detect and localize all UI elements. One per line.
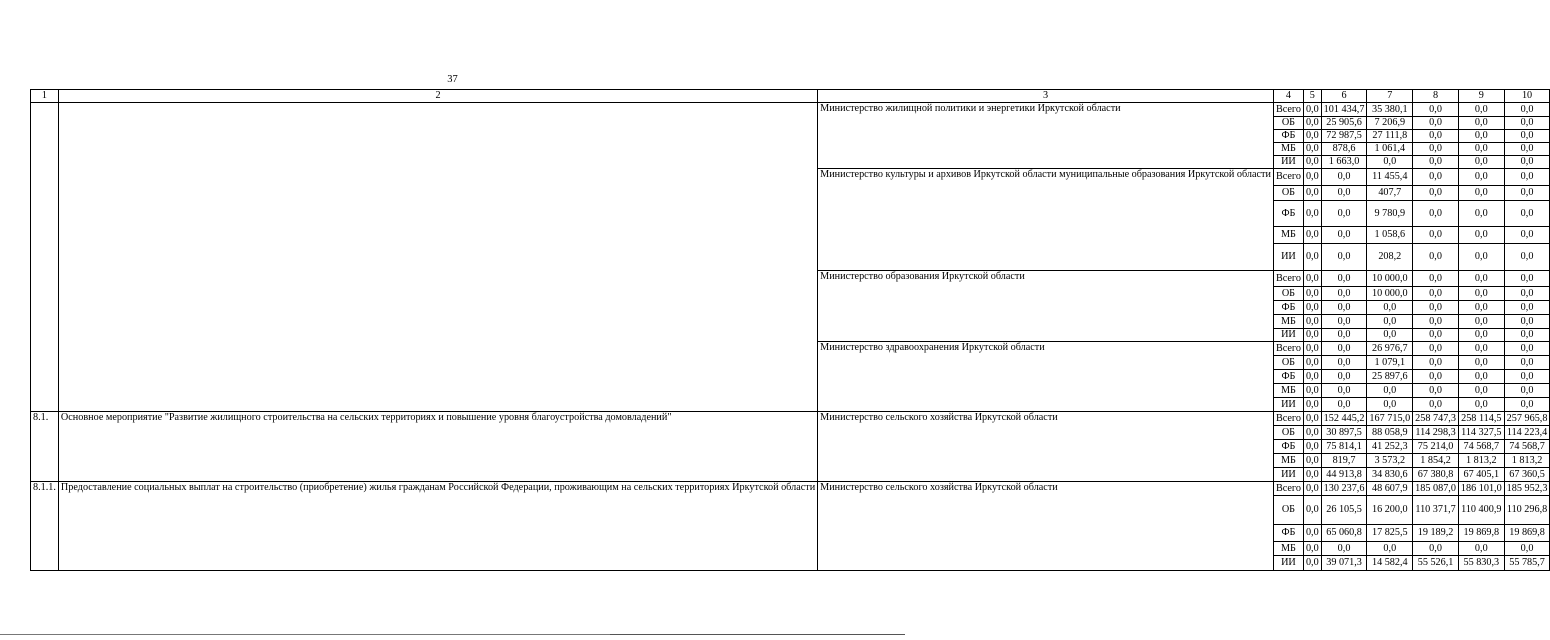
- fund-source-cell: МБ: [1273, 542, 1303, 556]
- fund-source-cell: ОБ: [1273, 287, 1303, 301]
- fund-source-cell: ФБ: [1273, 370, 1303, 384]
- value-cell: 55 785,7: [1504, 556, 1550, 571]
- value-cell: 35 380,1: [1367, 103, 1413, 117]
- fund-source-cell: ОБ: [1273, 426, 1303, 440]
- measure-cell: [58, 103, 817, 412]
- table-body: [31, 90, 1550, 571]
- value-cell: 0,0: [1504, 117, 1550, 130]
- value-cell: 110 400,9: [1458, 496, 1504, 525]
- value-cell: 0,0: [1504, 227, 1550, 244]
- value-cell: 0,0: [1321, 186, 1367, 201]
- value-cell: 0,0: [1458, 244, 1504, 271]
- value-cell: 0,0: [1303, 496, 1321, 525]
- value-cell: 72 987,5: [1321, 130, 1367, 143]
- fund-source-cell: ФБ: [1273, 440, 1303, 454]
- value-cell: 75 214,0: [1413, 440, 1459, 454]
- value-cell: 0,0: [1413, 287, 1459, 301]
- value-cell: 185 087,0: [1413, 482, 1459, 496]
- value-cell: 1 813,2: [1458, 454, 1504, 468]
- value-cell: 0,0: [1321, 315, 1367, 329]
- fund-source-cell: Всего: [1273, 169, 1303, 186]
- value-cell: 819,7: [1321, 454, 1367, 468]
- budget-table: [30, 89, 1550, 571]
- value-cell: 407,7: [1367, 186, 1413, 201]
- value-cell: 0,0: [1321, 169, 1367, 186]
- value-cell: 0,0: [1458, 356, 1504, 370]
- value-cell: 34 830,6: [1367, 468, 1413, 482]
- value-cell: 0,0: [1504, 156, 1550, 169]
- value-cell: 0,0: [1413, 186, 1459, 201]
- value-cell: 0,0: [1303, 227, 1321, 244]
- value-cell: 0,0: [1303, 169, 1321, 186]
- value-cell: 10 000,0: [1367, 271, 1413, 287]
- value-cell: 1 663,0: [1321, 156, 1367, 169]
- code-cell: 8.1.1.: [31, 482, 59, 571]
- value-cell: 0,0: [1504, 271, 1550, 287]
- value-cell: 0,0: [1303, 525, 1321, 542]
- value-cell: 0,0: [1303, 468, 1321, 482]
- value-cell: 0,0: [1504, 301, 1550, 315]
- value-cell: 26 105,5: [1321, 496, 1367, 525]
- value-cell: 1 854,2: [1413, 454, 1459, 468]
- value-cell: 878,6: [1321, 143, 1367, 156]
- value-cell: 27 111,8: [1367, 130, 1413, 143]
- value-cell: 0,0: [1367, 384, 1413, 398]
- value-cell: 0,0: [1303, 130, 1321, 143]
- value-cell: 0,0: [1458, 117, 1504, 130]
- fund-source-cell: ОБ: [1273, 117, 1303, 130]
- value-cell: 0,0: [1413, 329, 1459, 342]
- value-cell: 0,0: [1321, 398, 1367, 412]
- value-cell: 55 830,3: [1458, 556, 1504, 571]
- measure-cell: Предоставление социальных выплат на строительство (приобретение) жилья гражданам Российской Федерации, проживающим на сельских территориях Иркутской области: [58, 482, 817, 571]
- value-cell: 114 223,4: [1504, 426, 1550, 440]
- value-cell: 17 825,5: [1367, 525, 1413, 542]
- value-cell: 130 237,6: [1321, 482, 1367, 496]
- value-cell: 0,0: [1413, 201, 1459, 227]
- value-cell: 0,0: [1303, 329, 1321, 342]
- header-cell: 10: [1504, 90, 1550, 103]
- value-cell: 0,0: [1458, 130, 1504, 143]
- value-cell: 48 607,9: [1367, 482, 1413, 496]
- value-cell: 0,0: [1303, 117, 1321, 130]
- value-cell: 167 715,0: [1367, 412, 1413, 426]
- value-cell: 19 869,8: [1458, 525, 1504, 542]
- measure-cell: Основное мероприятие "Развитие жилищного строительства на сельских территориях и повышение уровня благоустройства домовладений": [58, 412, 817, 482]
- value-cell: 0,0: [1303, 426, 1321, 440]
- value-cell: 0,0: [1458, 186, 1504, 201]
- value-cell: 258 114,5: [1458, 412, 1504, 426]
- code-cell: [31, 103, 59, 412]
- value-cell: 0,0: [1303, 356, 1321, 370]
- value-cell: 0,0: [1413, 117, 1459, 130]
- value-cell: 0,0: [1413, 227, 1459, 244]
- value-cell: 30 897,5: [1321, 426, 1367, 440]
- value-cell: 0,0: [1367, 398, 1413, 412]
- header-cell: 7: [1367, 90, 1413, 103]
- header-cell: 8: [1413, 90, 1459, 103]
- fund-source-cell: Всего: [1273, 412, 1303, 426]
- value-cell: 25 897,6: [1367, 370, 1413, 384]
- code-cell: 8.1.: [31, 412, 59, 482]
- value-cell: 3 573,2: [1367, 454, 1413, 468]
- value-cell: 0,0: [1504, 201, 1550, 227]
- value-cell: 0,0: [1504, 329, 1550, 342]
- org-cell: Министерство жилищной политики и энергетики Иркутской области: [818, 103, 1274, 169]
- table-row: [31, 412, 1550, 426]
- value-cell: 1 813,2: [1504, 454, 1550, 468]
- header-cell: 5: [1303, 90, 1321, 103]
- org-cell: Министерство сельского хозяйства Иркутской области: [818, 412, 1274, 482]
- value-cell: 41 252,3: [1367, 440, 1413, 454]
- value-cell: 0,0: [1504, 244, 1550, 271]
- value-cell: 0,0: [1321, 384, 1367, 398]
- value-cell: 0,0: [1458, 287, 1504, 301]
- value-cell: 0,0: [1458, 329, 1504, 342]
- value-cell: 7 206,9: [1367, 117, 1413, 130]
- value-cell: 0,0: [1413, 143, 1459, 156]
- value-cell: 0,0: [1303, 156, 1321, 169]
- fund-source-cell: ИИ: [1273, 556, 1303, 571]
- value-cell: 0,0: [1413, 244, 1459, 271]
- header-cell: 6: [1321, 90, 1367, 103]
- value-cell: 55 526,1: [1413, 556, 1459, 571]
- value-cell: 0,0: [1458, 542, 1504, 556]
- value-cell: 0,0: [1303, 201, 1321, 227]
- fund-source-cell: ФБ: [1273, 525, 1303, 542]
- value-cell: 0,0: [1504, 315, 1550, 329]
- fund-source-cell: ФБ: [1273, 201, 1303, 227]
- value-cell: 0,0: [1413, 169, 1459, 186]
- value-cell: 44 913,8: [1321, 468, 1367, 482]
- value-cell: 74 568,7: [1504, 440, 1550, 454]
- fund-source-cell: ИИ: [1273, 398, 1303, 412]
- fund-source-cell: ИИ: [1273, 156, 1303, 169]
- value-cell: 1 061,4: [1367, 143, 1413, 156]
- value-cell: 0,0: [1367, 329, 1413, 342]
- value-cell: 185 952,3: [1504, 482, 1550, 496]
- value-cell: 0,0: [1458, 342, 1504, 356]
- value-cell: 0,0: [1321, 271, 1367, 287]
- fund-source-cell: МБ: [1273, 315, 1303, 329]
- value-cell: 0,0: [1367, 156, 1413, 169]
- value-cell: 152 445,2: [1321, 412, 1367, 426]
- value-cell: 0,0: [1458, 370, 1504, 384]
- value-cell: 0,0: [1321, 542, 1367, 556]
- value-cell: 0,0: [1413, 384, 1459, 398]
- value-cell: 0,0: [1458, 156, 1504, 169]
- value-cell: 0,0: [1303, 287, 1321, 301]
- value-cell: 1 058,6: [1367, 227, 1413, 244]
- fund-source-cell: МБ: [1273, 454, 1303, 468]
- value-cell: 0,0: [1413, 315, 1459, 329]
- value-cell: 0,0: [1303, 412, 1321, 426]
- value-cell: 88 058,9: [1367, 426, 1413, 440]
- header-cell: 4: [1273, 90, 1303, 103]
- value-cell: 0,0: [1458, 301, 1504, 315]
- value-cell: 0,0: [1504, 130, 1550, 143]
- value-cell: 75 814,1: [1321, 440, 1367, 454]
- value-cell: 0,0: [1367, 301, 1413, 315]
- fund-source-cell: ОБ: [1273, 496, 1303, 525]
- value-cell: 0,0: [1303, 454, 1321, 468]
- value-cell: 0,0: [1321, 342, 1367, 356]
- value-cell: 0,0: [1504, 143, 1550, 156]
- value-cell: 0,0: [1458, 169, 1504, 186]
- org-cell: Министерство здравоохранения Иркутской области: [818, 342, 1274, 412]
- fund-source-cell: Всего: [1273, 342, 1303, 356]
- value-cell: 0,0: [1504, 342, 1550, 356]
- value-cell: 114 327,5: [1458, 426, 1504, 440]
- value-cell: 0,0: [1458, 398, 1504, 412]
- org-cell: Министерство сельского хозяйства Иркутской области: [818, 482, 1274, 571]
- value-cell: 26 976,7: [1367, 342, 1413, 356]
- fund-source-cell: Всего: [1273, 271, 1303, 287]
- value-cell: 0,0: [1504, 103, 1550, 117]
- value-cell: 16 200,0: [1367, 496, 1413, 525]
- value-cell: 14 582,4: [1367, 556, 1413, 571]
- value-cell: 0,0: [1303, 482, 1321, 496]
- fund-source-cell: ИИ: [1273, 468, 1303, 482]
- value-cell: 0,0: [1458, 315, 1504, 329]
- fund-source-cell: Всего: [1273, 103, 1303, 117]
- value-cell: 0,0: [1504, 186, 1550, 201]
- value-cell: 67 405,1: [1458, 468, 1504, 482]
- fund-source-cell: ИИ: [1273, 329, 1303, 342]
- value-cell: 0,0: [1303, 244, 1321, 271]
- value-cell: 19 189,2: [1413, 525, 1459, 542]
- org-cell: Министерство образования Иркутской области: [818, 271, 1274, 342]
- bottom-line: [610, 634, 905, 635]
- value-cell: 0,0: [1458, 143, 1504, 156]
- fund-source-cell: Всего: [1273, 482, 1303, 496]
- table-row: [31, 103, 1550, 117]
- value-cell: 0,0: [1504, 370, 1550, 384]
- value-cell: 0,0: [1303, 370, 1321, 384]
- value-cell: 0,0: [1321, 301, 1367, 315]
- value-cell: 0,0: [1413, 156, 1459, 169]
- value-cell: 0,0: [1303, 186, 1321, 201]
- value-cell: 110 371,7: [1413, 496, 1459, 525]
- value-cell: 19 869,8: [1504, 525, 1550, 542]
- fund-source-cell: ФБ: [1273, 301, 1303, 315]
- value-cell: 0,0: [1303, 542, 1321, 556]
- fund-source-cell: ОБ: [1273, 356, 1303, 370]
- fund-source-cell: ОБ: [1273, 186, 1303, 201]
- value-cell: 0,0: [1303, 315, 1321, 329]
- value-cell: 0,0: [1303, 143, 1321, 156]
- value-cell: 0,0: [1504, 287, 1550, 301]
- value-cell: 186 101,0: [1458, 482, 1504, 496]
- value-cell: 74 568,7: [1458, 440, 1504, 454]
- value-cell: 39 071,3: [1321, 556, 1367, 571]
- value-cell: 0,0: [1504, 398, 1550, 412]
- header-row: [31, 90, 1550, 103]
- value-cell: 0,0: [1321, 244, 1367, 271]
- value-cell: 0,0: [1458, 271, 1504, 287]
- fund-source-cell: МБ: [1273, 384, 1303, 398]
- value-cell: 114 298,3: [1413, 426, 1459, 440]
- value-cell: 101 434,7: [1321, 103, 1367, 117]
- header-cell: 2: [58, 90, 817, 103]
- value-cell: 0,0: [1303, 342, 1321, 356]
- header-cell: 1: [31, 90, 59, 103]
- org-cell: Министерство культуры и архивов Иркутской области муниципальные образования Иркутской области: [818, 169, 1274, 271]
- value-cell: 0,0: [1413, 370, 1459, 384]
- value-cell: 0,0: [1458, 227, 1504, 244]
- value-cell: 0,0: [1303, 556, 1321, 571]
- value-cell: 0,0: [1303, 301, 1321, 315]
- value-cell: 25 905,6: [1321, 117, 1367, 130]
- value-cell: 0,0: [1367, 315, 1413, 329]
- value-cell: 0,0: [1458, 103, 1504, 117]
- header-cell: 9: [1458, 90, 1504, 103]
- value-cell: 67 360,5: [1504, 468, 1550, 482]
- value-cell: 257 965,8: [1504, 412, 1550, 426]
- fund-source-cell: МБ: [1273, 227, 1303, 244]
- value-cell: 0,0: [1413, 398, 1459, 412]
- value-cell: 65 060,8: [1321, 525, 1367, 542]
- value-cell: 0,0: [1413, 103, 1459, 117]
- value-cell: 0,0: [1321, 201, 1367, 227]
- fund-source-cell: ФБ: [1273, 130, 1303, 143]
- value-cell: 0,0: [1303, 384, 1321, 398]
- value-cell: 0,0: [1458, 384, 1504, 398]
- value-cell: 0,0: [1321, 287, 1367, 301]
- value-cell: 0,0: [1413, 356, 1459, 370]
- value-cell: 0,0: [1303, 398, 1321, 412]
- value-cell: 0,0: [1321, 227, 1367, 244]
- value-cell: 0,0: [1303, 271, 1321, 287]
- value-cell: 0,0: [1504, 384, 1550, 398]
- value-cell: 67 380,8: [1413, 468, 1459, 482]
- value-cell: 0,0: [1303, 103, 1321, 117]
- value-cell: 9 780,9: [1367, 201, 1413, 227]
- value-cell: 0,0: [1413, 301, 1459, 315]
- table-row: [31, 482, 1550, 496]
- value-cell: 0,0: [1504, 542, 1550, 556]
- value-cell: 0,0: [1367, 542, 1413, 556]
- value-cell: 1 079,1: [1367, 356, 1413, 370]
- page-number: 37: [447, 74, 458, 85]
- fund-source-cell: ИИ: [1273, 244, 1303, 271]
- value-cell: 0,0: [1413, 342, 1459, 356]
- value-cell: 208,2: [1367, 244, 1413, 271]
- value-cell: 0,0: [1413, 542, 1459, 556]
- value-cell: 0,0: [1458, 201, 1504, 227]
- value-cell: 0,0: [1504, 169, 1550, 186]
- value-cell: 0,0: [1504, 356, 1550, 370]
- fund-source-cell: МБ: [1273, 143, 1303, 156]
- header-cell: 3: [818, 90, 1274, 103]
- value-cell: 0,0: [1321, 370, 1367, 384]
- value-cell: 10 000,0: [1367, 287, 1413, 301]
- value-cell: 0,0: [1413, 130, 1459, 143]
- value-cell: 110 296,8: [1504, 496, 1550, 525]
- value-cell: 0,0: [1321, 356, 1367, 370]
- value-cell: 258 747,3: [1413, 412, 1459, 426]
- value-cell: 0,0: [1321, 329, 1367, 342]
- value-cell: 0,0: [1413, 271, 1459, 287]
- value-cell: 11 455,4: [1367, 169, 1413, 186]
- value-cell: 0,0: [1303, 440, 1321, 454]
